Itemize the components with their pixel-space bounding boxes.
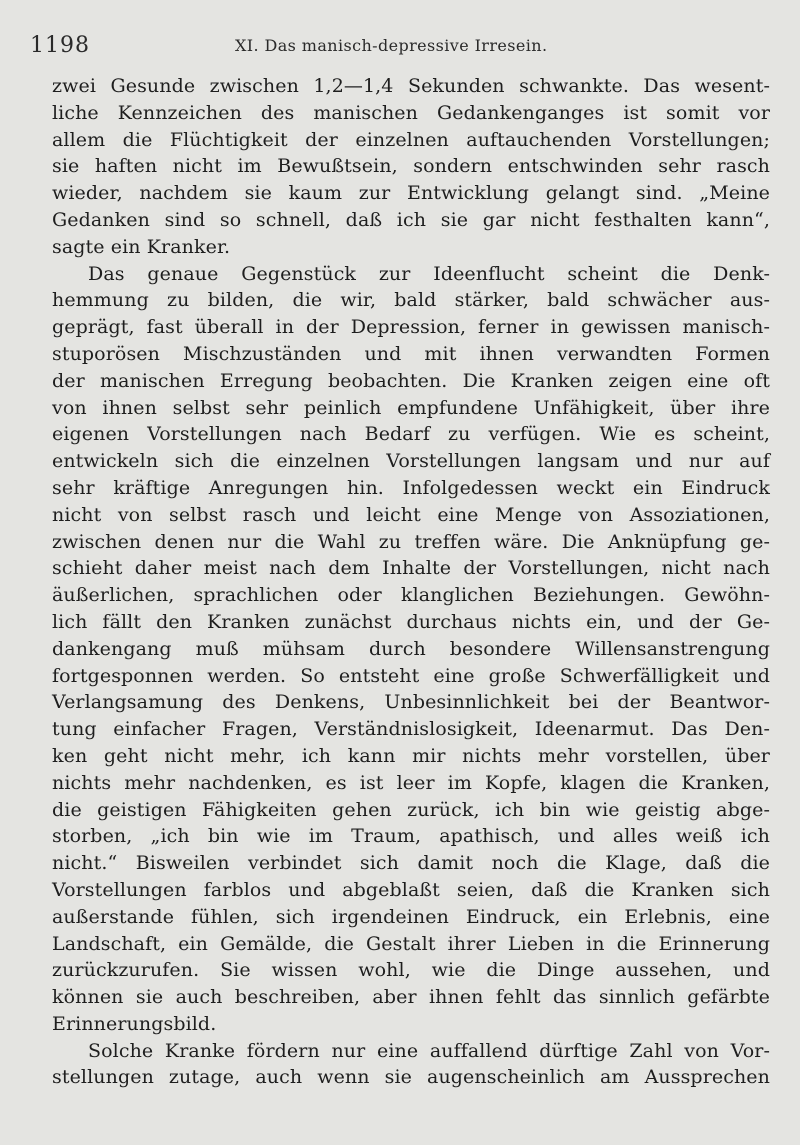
- text-line: liche Kennzeichen des manischen Gedankenganges ist somit vor: [52, 101, 770, 124]
- text-line: nichts mehr nachdenken, es ist leer im Kopfe, klagen die Kranken,: [52, 771, 770, 794]
- text-line: allem die Flüchtigkeit der einzelnen auftauchenden Vorstellungen;: [52, 128, 770, 151]
- text-line: dankengang muß mühsam durch besondere Willensanstrengung: [52, 637, 770, 660]
- text-line: Erinnerungsbild.: [52, 1012, 217, 1035]
- text-line: die geistigen Fähigkeiten gehen zurück, ich bin wie geistig abge-: [52, 798, 770, 821]
- paragraph: [52, 1038, 770, 1092]
- text-line: stellungen zutage, auch wenn sie augenscheinlich am Aussprechen: [52, 1066, 770, 1089]
- page-number: 1198: [30, 33, 90, 58]
- text-line: Solche Kranke fördern nur eine auffallend dürftige Zahl von Vor-: [88, 1039, 770, 1062]
- text-line: außerstande fühlen, sich irgendeinen Eindruck, ein Erlebnis, eine: [52, 905, 770, 928]
- text-line: zwischen denen nur die Wahl zu treffen wäre. Die Anknüpfung ge-: [52, 530, 770, 553]
- text-line: Verlangsamung des Denkens, Unbesinnlichkeit bei der Beantwor-: [52, 691, 770, 714]
- text-line: zurückzurufen. Sie wissen wohl, wie die Dinge aussehen, und: [52, 959, 770, 982]
- text-line: stuporösen Mischzuständen und mit ihnen verwandten Formen: [52, 342, 770, 365]
- text-line: können sie auch beschreiben, aber ihnen fehlt das sinnlich gefärbte: [52, 986, 770, 1009]
- text-line: wieder, nachdem sie kaum zur Entwicklung gelangt sind. „Meine: [52, 182, 770, 205]
- text-line: ken geht nicht mehr, ich kann mir nichts mehr vorstellen, über: [52, 744, 770, 767]
- text-line: fortgesponnen werden. So entsteht eine große Schwerfälligkeit und: [52, 664, 770, 687]
- text-line: entwickeln sich die einzelnen Vorstellungen langsam und nur auf: [52, 450, 770, 473]
- paragraph: [52, 261, 770, 1038]
- text-line: nicht von selbst rasch und leicht eine Menge von Assoziationen,: [52, 503, 770, 526]
- text-line: Das genaue Gegenstück zur Ideenflucht scheint die Denk-: [88, 262, 770, 285]
- paragraph: [52, 73, 770, 261]
- text-line: sie haften nicht im Bewußtsein, sondern entschwinden sehr rasch: [52, 155, 770, 178]
- text-line: nicht.“ Bisweilen verbindet sich damit noch die Klage, daß die: [52, 852, 770, 875]
- text-line: der manischen Erregung beobachten. Die Kranken zeigen eine oft: [52, 369, 770, 392]
- body-text: [52, 73, 770, 1091]
- text-line: sagte ein Kranker.: [52, 235, 231, 258]
- running-head: XI. Das manisch-depressive Irresein.: [235, 36, 548, 55]
- text-line: äußerlichen, sprachlichen oder klanglichen Beziehungen. Gewöhn-: [52, 584, 770, 607]
- text-line: zwei Gesunde zwischen 1,2—1,4 Sekunden schwankte. Das wesent-: [52, 75, 770, 97]
- text-line: schieht daher meist nach dem Inhalte der Vorstellungen, nicht nach: [52, 557, 770, 580]
- text-line: eigenen Vorstellungen nach Bedarf zu verfügen. Wie es scheint,: [52, 423, 770, 446]
- text-line: Gedanken sind so schnell, daß ich sie gar nicht festhalten kann“,: [52, 208, 770, 231]
- text-line: sehr kräftige Anregungen hin. Infolgedessen weckt ein Eindruck: [52, 476, 770, 499]
- text-line: storben, „ich bin wie im Traum, apathisch, und alles weiß ich: [52, 825, 770, 848]
- text-line: lich fällt den Kranken zunächst durchaus nichts ein, und der Ge-: [52, 610, 770, 633]
- text-line: geprägt, fast überall in der Depression, ferner in gewissen manisch-: [52, 316, 770, 339]
- text-line: Landschaft, ein Gemälde, die Gestalt ihrer Lieben in die Erinnerung: [52, 932, 770, 955]
- text-line: Vorstellungen farblos und abgeblaßt seien, daß die Kranken sich: [52, 878, 770, 901]
- text-line: tung einfacher Fragen, Verständnislosigkeit, Ideenarmut. Das Den-: [52, 718, 770, 741]
- text-line: hemmung zu bilden, die wir, bald stärker, bald schwächer aus-: [52, 289, 770, 312]
- page-header: [30, 33, 770, 59]
- text-line: von ihnen selbst sehr peinlich empfundene Unfähigkeit, über ihre: [52, 396, 770, 419]
